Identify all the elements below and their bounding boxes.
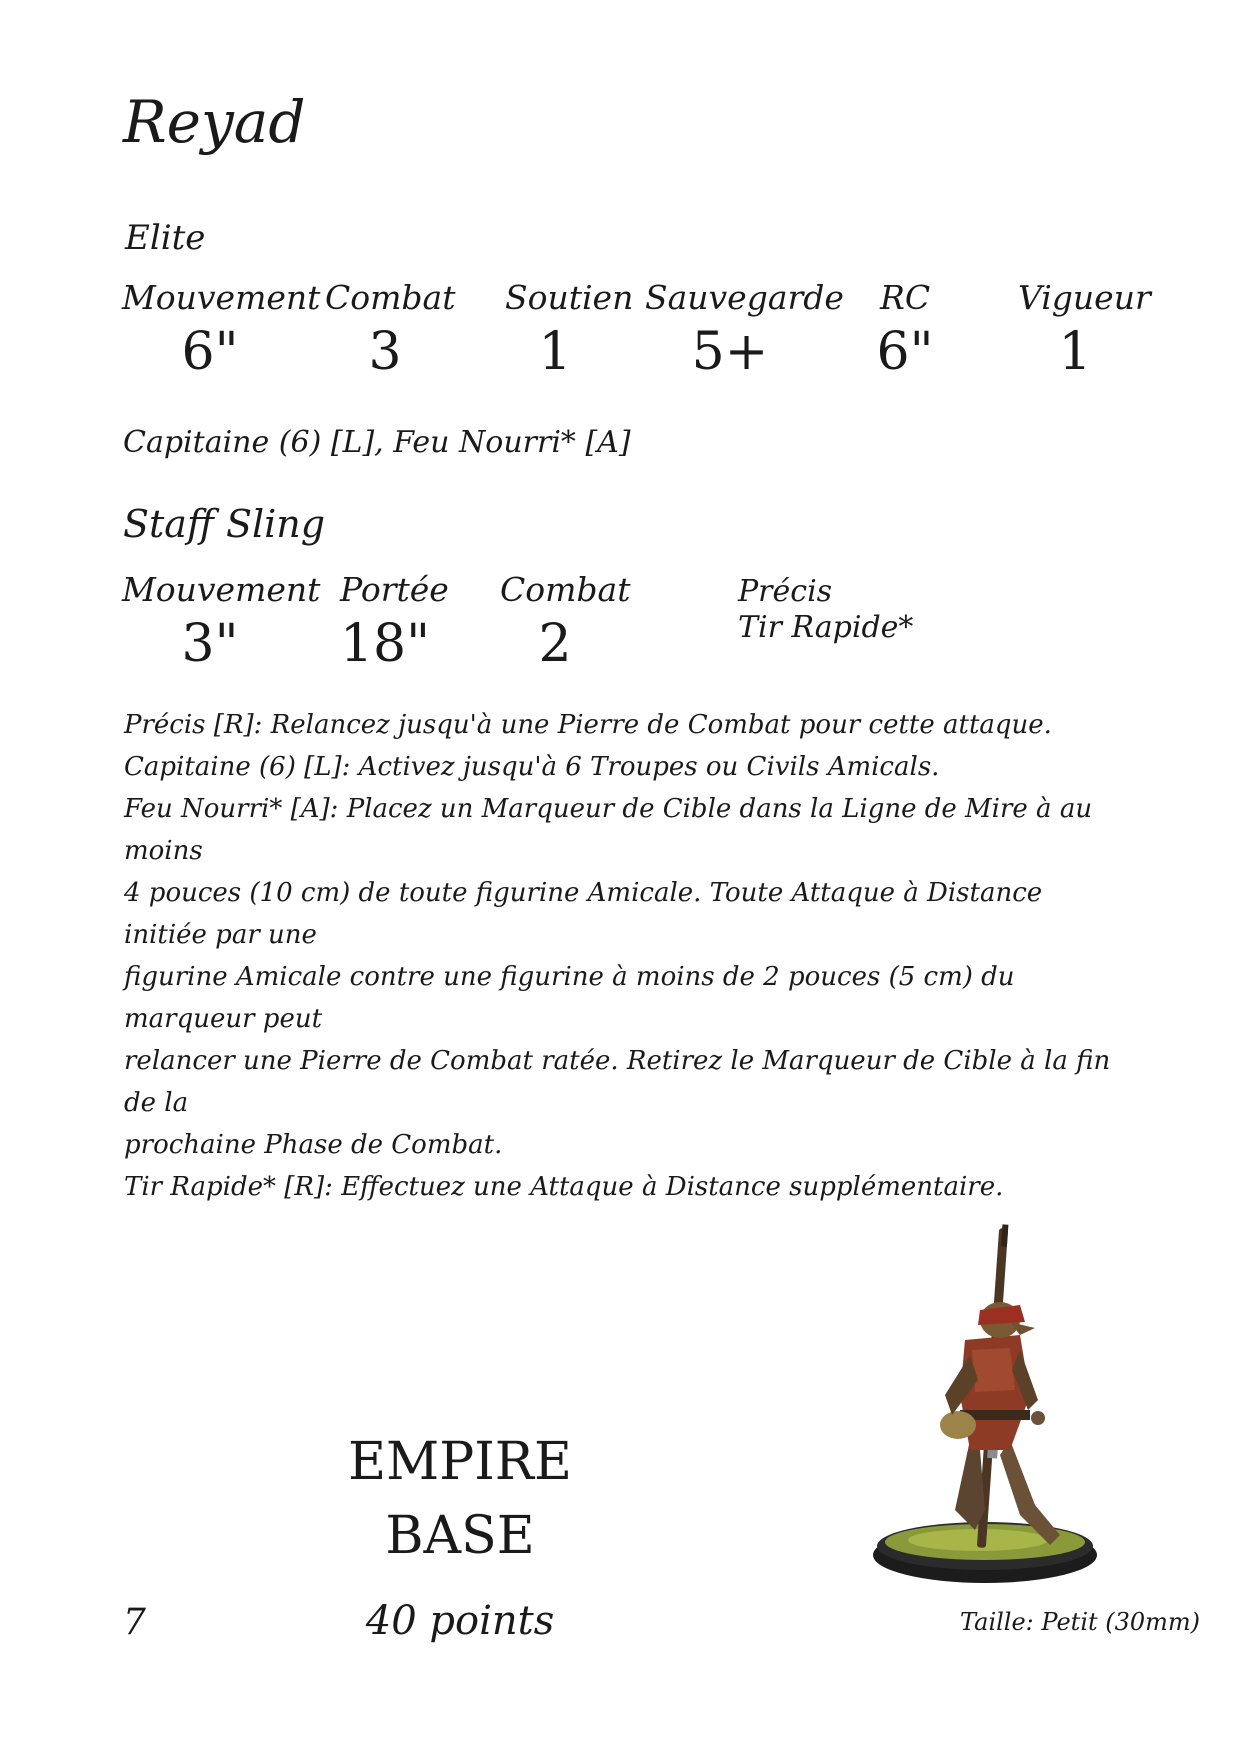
stat-label-sauvegarde: Sauvegarde <box>645 278 844 317</box>
weapon-label-portee: Portée <box>340 570 449 609</box>
stat-label-vigueur: Vigueur <box>1018 278 1151 317</box>
unit-name: Reyad <box>123 88 306 156</box>
desc-line: Tir Rapide* [R]: Effectuez une Attaque à Distance supplémentaire. <box>124 1172 1004 1202</box>
faction-line-2: BASE <box>385 1506 535 1566</box>
desc-line: Capitaine (6) [L]: Activez jusqu'à 6 Troupes ou Civils Amicals. <box>124 752 940 782</box>
faction-label <box>330 1425 590 1573</box>
weapon-value-portee: 18" <box>339 614 431 674</box>
stat-label-combat: Combat <box>325 278 456 317</box>
abilities-line: Capitaine (6) [L], Feu Nourri* [A] <box>123 425 631 460</box>
stat-value-sauvegarde: 5+ <box>691 322 769 382</box>
weapon-value-combat: 2 <box>538 614 572 674</box>
points-cost: 40 points <box>365 1598 555 1644</box>
special-precis: Précis <box>738 574 833 609</box>
desc-line: prochaine Phase de Combat. <box>124 1130 503 1160</box>
stat-value-combat: 3 <box>368 322 402 382</box>
special-tir-rapide: Tir Rapide* <box>738 610 914 645</box>
desc-line: 4 pouces (10 cm) de toute figurine Amicale. Toute Attaque à Distance initiée par une <box>124 878 1043 950</box>
page-number: 7 <box>123 1602 146 1643</box>
weapon-label-combat: Combat <box>500 570 631 609</box>
desc-line: Feu Nourri* [A]: Placez un Marqueur de Cible dans la Ligne de Mire à au moins <box>124 794 1093 866</box>
miniature-figure-icon <box>860 1210 1110 1590</box>
desc-line: Précis [R]: Relancez jusqu'à une Pierre de Combat pour cette attaque. <box>124 710 1052 740</box>
unit-rank: Elite <box>125 218 206 258</box>
rules-description <box>124 704 1124 1208</box>
weapon-specials <box>738 574 913 646</box>
stat-label-soutien: Soutien <box>505 278 634 317</box>
base-size: Taille: Petit (30mm) <box>960 1608 1201 1636</box>
desc-line: figurine Amicale contre une figurine à moins de 2 pouces (5 cm) du marqueur peut <box>124 962 1015 1034</box>
stat-label-mouvement: Mouvement <box>122 278 321 317</box>
stat-value-rc: 6" <box>876 322 934 382</box>
faction-line-1: EMPIRE <box>348 1432 572 1492</box>
weapon-name: Staff Sling <box>123 502 326 546</box>
stat-value-soutien: 1 <box>538 322 572 382</box>
desc-line: relancer une Pierre de Combat ratée. Retirez le Marqueur de Cible à la fin de la <box>124 1046 1111 1118</box>
stat-value-mouvement: 6" <box>181 322 239 382</box>
stat-value-vigueur: 1 <box>1058 322 1092 382</box>
stat-label-rc: RC <box>880 278 931 317</box>
weapon-value-mouvement: 3" <box>181 614 239 674</box>
weapon-label-mouvement: Mouvement <box>122 570 321 609</box>
